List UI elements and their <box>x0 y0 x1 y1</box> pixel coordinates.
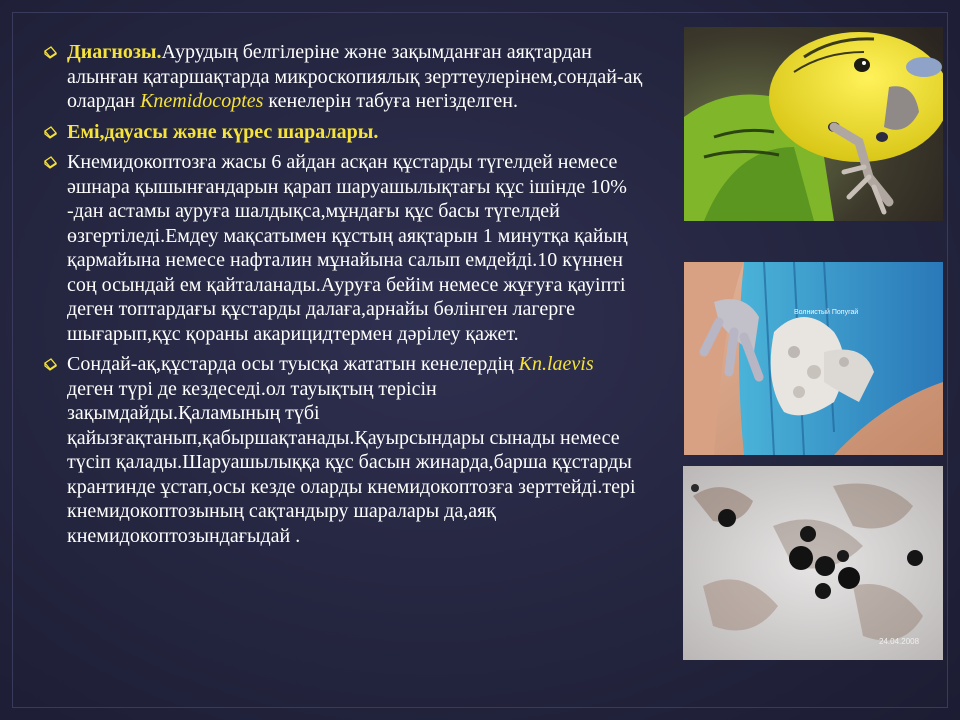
bullet-treatment-heading <box>44 120 644 145</box>
bullet-book-icon <box>44 156 57 169</box>
diagnosis-term: Knemidocoptes <box>140 90 264 112</box>
laevis-text-a: Сондай-ақ,құстарда осы туысқа жататын кенелердің <box>67 353 519 375</box>
diagnosis-text-b: кенелерін табуға негізделген. <box>263 90 518 112</box>
photo-watermark: Волнистый Попугай <box>794 309 859 316</box>
bullet-laevis <box>44 352 644 548</box>
photo-date-stamp: 24.04.2008 <box>879 637 920 646</box>
diagnosis-text-a: Аурудың белгілеріне және зақымданған аяқтардан алынған қатаршақтарда микроскопиялық зерттеулерінем,сондай-ақ олардан <box>67 41 643 112</box>
bullet-book-icon <box>44 126 57 139</box>
bullet-book-icon <box>44 46 57 59</box>
budgerigar-photo <box>684 27 943 221</box>
mites-microscope-photo <box>683 466 943 660</box>
laevis-term: Kn.laevis <box>518 353 594 375</box>
bullet-treatment-text <box>44 150 644 346</box>
laevis-text-b: деген түрі де кездеседі.ол тауықтың терісін зақымдайды.Қаламының түбі қайызғақтанып,қабыршақтанады.Қауырсындары сынады немесе түсіп қалады.Шаруашылыққа құс басын жинарда,барша құстарды крантинде ұстап,осы кезде оларды кнемидокоптозға зерттейді.тері кнемидокоптозының сақтандыру шаралары да,аяқ кнемидокоптозындағыдай . <box>67 377 636 547</box>
infected-feet-photo <box>684 262 943 455</box>
diagnosis-label: Диагнозы. <box>67 41 162 63</box>
treatment-text: Кнемидокоптозға жасы 6 айдан асқан құстарды түгелдей немесе әшнара қышынғандарын қарап шаруашылықтағы құс ішінде 10% -дан астамы ауруға шалдықса,мұндағы құс басы түгелдей өзгертіледі.Емдеу мақсатымен құстың аяқтарын 1 минутқа қайың қармайына немесе нафталин мұнайына салып емдейді.10 күннен соң осындай ем қайталанады.Ауруға бейім немесе жұғуға қауіпті деген топтардағы құстарды далаға,арнайы бөлінген лагерге шығарып,құс қораны акарицидтермен дәрілеу қажет. <box>67 151 628 345</box>
bullet-diagnosis <box>44 40 644 114</box>
bullet-book-icon <box>44 358 57 371</box>
content-text-column <box>44 40 644 554</box>
treatment-heading: Емі,дауасы және күрес шаралары. <box>67 120 379 143</box>
